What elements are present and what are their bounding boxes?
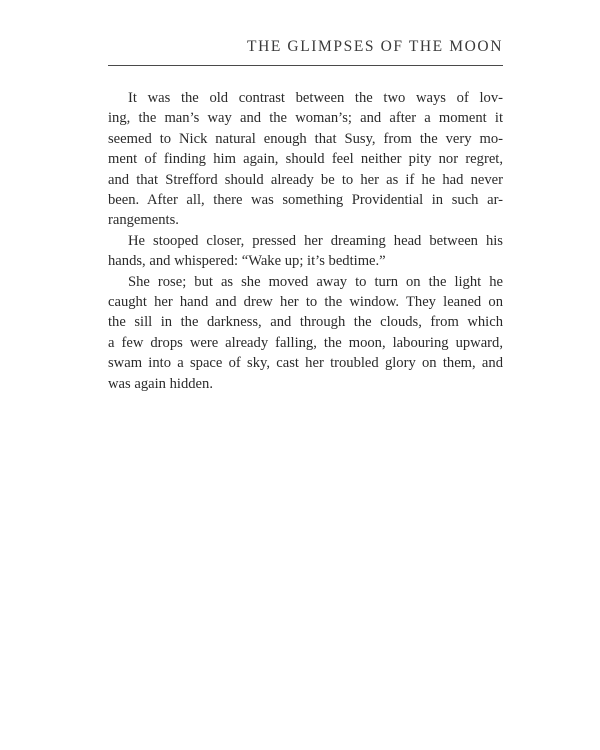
text-line: hands, and whispered: “Wake up; it’s bedtime.” (108, 253, 386, 270)
text-line: caught her hand and drew her to the window. They leaned on (108, 294, 503, 311)
text-line: a few drops were already falling, the moon, labouring upward, (108, 334, 503, 351)
text-line: the sill in the darkness, and through the clouds, from which (108, 314, 503, 331)
text-line: swam into a space of sky, cast her troubled glory on them, and (108, 355, 503, 372)
text-line: and that Strefford should already be to her as if he had never (108, 171, 503, 188)
body-text (108, 88, 503, 394)
text-line: ing, the man’s way and the woman’s; and after a moment it (108, 110, 503, 127)
running-header-title: THE GLIMPSES OF THE MOON (247, 38, 503, 55)
text-line: ment of finding him again, should feel neither pity nor regret, (108, 151, 503, 168)
paragraph-2 (108, 231, 503, 272)
text-line: seemed to Nick natural enough that Susy, from the very mo- (108, 130, 503, 147)
paragraph-3 (108, 272, 503, 394)
text-line: was again hidden. (108, 375, 213, 392)
paragraph-1 (108, 88, 503, 231)
text-line: been. After all, there was something Providential in such ar- (108, 192, 503, 209)
text-line: rangements. (108, 212, 179, 229)
text-line: She rose; but as she moved away to turn on the light he (128, 273, 503, 290)
text-line: He stooped closer, pressed her dreaming head between his (128, 232, 503, 249)
text-line: It was the old contrast between the two ways of lov- (128, 90, 503, 106)
header-rule (108, 65, 503, 66)
